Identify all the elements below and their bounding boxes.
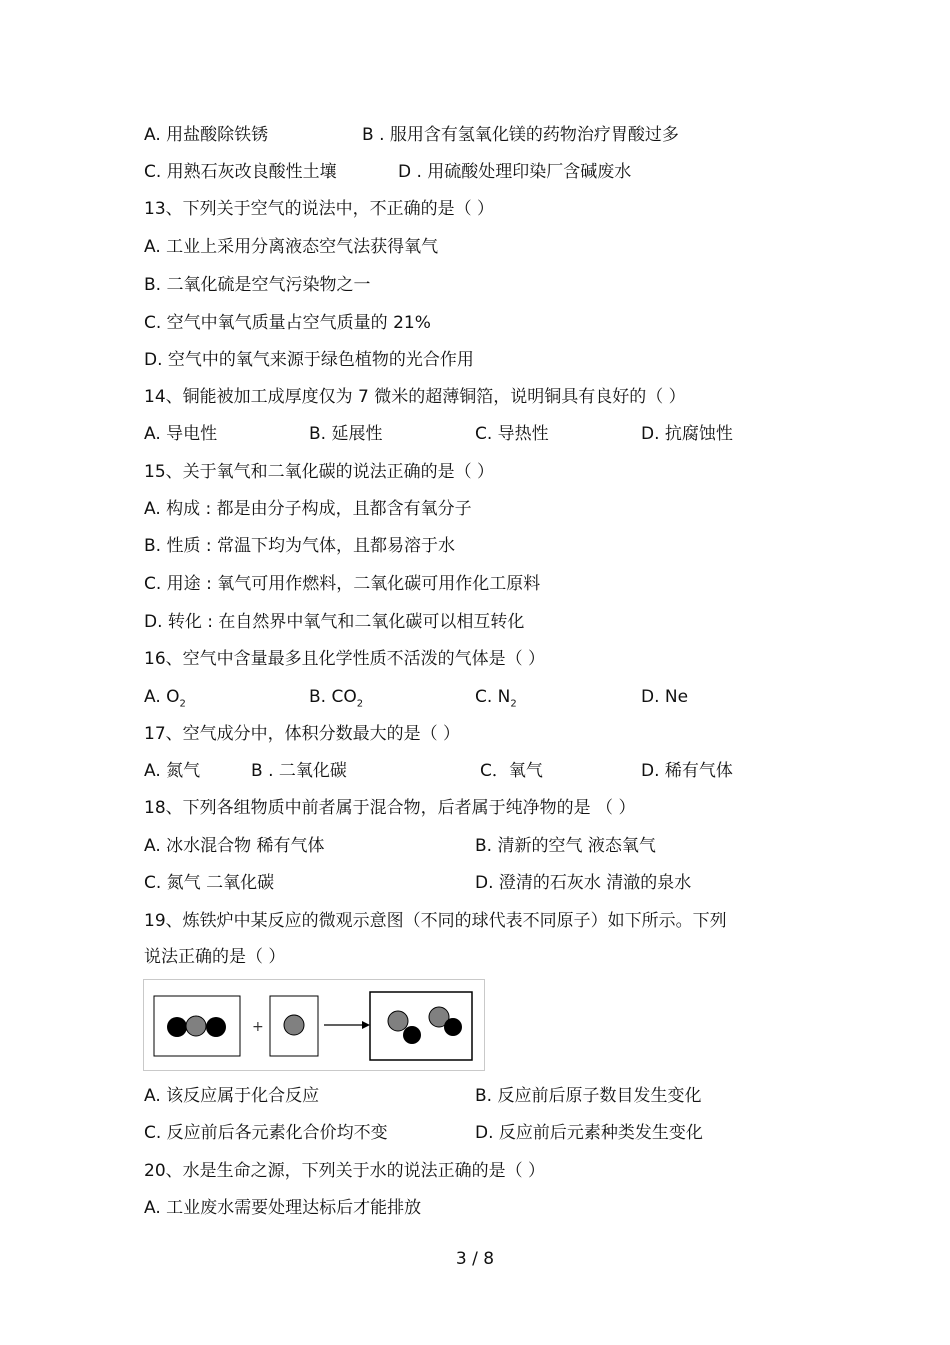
- q19-stem-line2: 说法正确的是（ ）: [144, 947, 286, 967]
- page-number: 3 / 8: [455, 1249, 495, 1269]
- q15-option-a: A. 构成 : 都是由分子构成，且都含有氧分子: [144, 499, 472, 519]
- q17-option-c: C．氧气: [480, 761, 543, 781]
- plus-sign: +: [252, 1019, 264, 1035]
- q14-option-b: B. 延展性: [309, 424, 383, 444]
- q20-stem: 20、水是生命之源，下列关于水的说法正确的是（ ）: [144, 1161, 546, 1181]
- q15-option-b: B. 性质 : 常温下均为气体，且都易溶于水: [144, 536, 456, 556]
- q18-option-a: A. 冰水混合物 稀有气体: [144, 836, 325, 856]
- dark-atom: [403, 1026, 421, 1044]
- q20-option-a: A. 工业废水需要处理达标后才能排放: [144, 1198, 422, 1218]
- q13-stem: 13、下列关于空气的说法中，不正确的是（ ）: [144, 199, 495, 219]
- q14-option-d: D. 抗腐蚀性: [641, 424, 733, 444]
- q18-option-d: D. 澄清的石灰水 清澈的泉水: [475, 873, 692, 893]
- q12-option-a: A. 用盐酸除铁锈: [144, 125, 269, 145]
- q12-option-c: C. 用熟石灰改良酸性土壤: [144, 162, 337, 182]
- q18-option-c: C. 氮气 二氧化碳: [144, 873, 275, 893]
- q13-option-d: D. 空气中的氧气来源于绿色植物的光合作用: [144, 350, 474, 370]
- gray-atom: [284, 1015, 304, 1035]
- arrow-head: [362, 1021, 370, 1029]
- gray-atom: [186, 1016, 206, 1036]
- gray-atom: [388, 1011, 408, 1031]
- dark-atom: [444, 1018, 462, 1036]
- q19-option-d: D. 反应前后元素种类发生变化: [475, 1123, 703, 1143]
- q17-option-a: A. 氮气: [144, 761, 201, 781]
- dark-atom: [206, 1017, 226, 1037]
- q16-option-a: A. $O_2$: [144, 687, 186, 710]
- q18-option-b: B. 清新的空气 液态氧气: [475, 836, 656, 856]
- dark-atom: [167, 1017, 187, 1037]
- q12-option-b: B . 服用含有氢氧化镁的药物治疗胃酸过多: [362, 125, 679, 145]
- q16-stem: 16、空气中含量最多且化学性质不活泼的气体是（ ）: [144, 649, 546, 669]
- q12-option-d: D . 用硫酸处理印染厂含碱废水: [398, 162, 632, 182]
- q17-option-d: D. 稀有气体: [641, 761, 733, 781]
- q14-option-a: A. 导电性: [144, 424, 218, 444]
- q14-stem: 14、铜能被加工成厚度仅为 7 微米的超薄铜箔，说明铜具有良好的（ ）: [144, 387, 686, 407]
- q18-stem: 18、下列各组物质中前者属于混合物，后者属于纯净物的是 （ ）: [144, 798, 636, 818]
- q13-option-b: B. 二氧化硫是空气污染物之一: [144, 275, 371, 295]
- q16-option-c: C. $N_2$: [475, 687, 517, 710]
- q16-option-d: D. Ne: [641, 687, 689, 707]
- q15-option-c: C. 用途 : 氧气可用作燃料，二氧化碳可用作化工原料: [144, 574, 541, 594]
- q17-stem: 17、空气成分中，体积分数最大的是（ ）: [144, 724, 461, 744]
- q13-option-c: C. 空气中氧气质量占空气质量的 21%: [144, 313, 431, 333]
- q19-stem-line1: 19、炼铁炉中某反应的微观示意图（不同的球代表不同原子）如下所示。下列: [144, 911, 727, 931]
- q14-option-c: C. 导热性: [475, 424, 549, 444]
- q19-option-c: C. 反应前后各元素化合价均不变: [144, 1123, 388, 1143]
- q19-option-a: A. 该反应属于化合反应: [144, 1086, 320, 1106]
- q15-option-d: D. 转化 : 在自然界中氧气和二氧化碳可以相互转化: [144, 612, 525, 632]
- q17-option-b: B . 二氧化碳: [251, 761, 347, 781]
- q15-stem: 15、关于氧气和二氧化碳的说法正确的是（ ）: [144, 462, 495, 482]
- q19-option-b: B. 反应前后原子数目发生变化: [475, 1086, 702, 1106]
- q16-option-b: B. $CO_2$: [309, 687, 364, 710]
- reaction-diagram: [143, 979, 485, 1071]
- q13-option-a: A. 工业上采用分离液态空气法获得氧气: [144, 237, 439, 257]
